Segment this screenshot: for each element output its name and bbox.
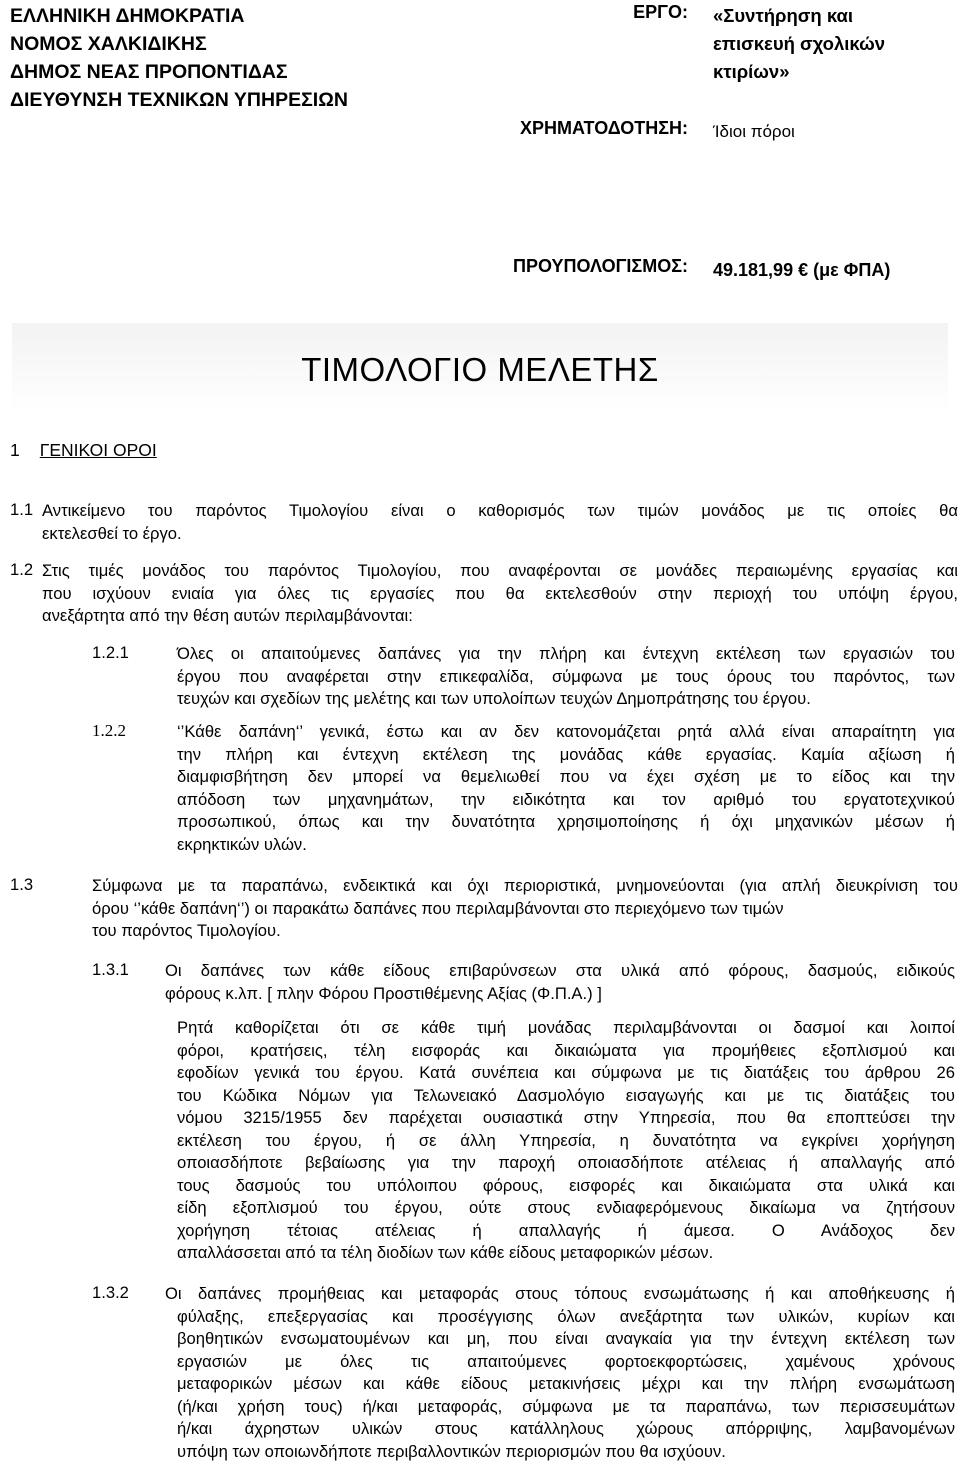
paragraph-line: διαμφισβήτηση δεν μπορεί να θεμελιωθεί που να έχει σχέση με το είδος και την bbox=[177, 767, 955, 786]
paragraph-line: του Κώδικα Νόμων για Τελωνειακό Δασμολόγιο εισαγωγής και με τις διατάξεις του bbox=[177, 1085, 955, 1105]
paragraph-line: Σύμφωνα με τα παραπάνω, ενδεικτικά και όχι περιοριστικά, μνημονεύονται (για απλή διευκρίνιση του bbox=[92, 876, 958, 895]
paragraph-line: τους δασμούς του υπόλοιπου φόρους, εισφορές και δικαιώματα στα υλικά και bbox=[177, 1175, 955, 1195]
paragraph-1-3 bbox=[92, 875, 958, 943]
paragraph-line: οποιασδήποτε βεβαίωσης για την παροχή οποιασδήποτε ατέλειας ή απαλλαγής από bbox=[177, 1153, 955, 1172]
paragraph-1-3-1 bbox=[165, 960, 955, 1005]
paragraph-line: εφοδίων γενικά του έργου. Κατά συνέπεια και σύμφωνα με τις διατάξεις του άρθρου 26 bbox=[177, 1063, 955, 1082]
paragraph-line: απόδοση των μηχανημάτων, την ειδικότητα και τον αριθμό του εργατοτεχνικού bbox=[177, 789, 955, 809]
project-title bbox=[713, 2, 953, 86]
paragraph-line: Ρητά καθορίζεται ότι σε κάθε τιμή μονάδας περιλαμβάνονται οι δασμοί και λοιποί bbox=[177, 1018, 955, 1037]
paragraph-line: ή/και άχρηστων υλικών στους κατάλληλους χώρους απόρριψης, λαμβανομένων bbox=[177, 1419, 955, 1438]
org-line-country: ΕΛΛΗΝΙΚΗ ΔΗΜΟΚΡΑΤΙΑ bbox=[10, 5, 245, 27]
paragraph-line: Οι δαπάνες προμήθειας και μεταφοράς στους τόπους ενσωμάτωσης ή και αποθήκευσης ή bbox=[165, 1284, 955, 1303]
paragraph-line: του παρόντος Τιμολογίου. bbox=[92, 921, 281, 940]
paragraph-line: νόμου 3215/1955 δεν παρέχεται ουσιαστικά στην Υπηρεσία, που θα εποπτεύσει την bbox=[177, 1108, 955, 1127]
paragraph-line: Όλες οι απαιτούμενες δαπάνες για την πλήρη και έντεχνη εκτέλεση των εργασιών του bbox=[177, 644, 955, 663]
item-number-1-3: 1.3 bbox=[10, 875, 34, 894]
paragraph-line: εκρηκτικών υλών. bbox=[177, 834, 307, 854]
org-line-prefecture: ΝΟΜΟΣ ΧΑΛΚΙΔΙΚΗΣ bbox=[10, 33, 207, 55]
paragraph-line: Στις τιμές μονάδος του παρόντος Τιμολογίου, που αναφέρονται σε μονάδες περαιωμένης εργασίας και bbox=[42, 561, 958, 580]
paragraph-1-2-1 bbox=[177, 643, 955, 711]
project-label: ΕΡΓΟ: bbox=[633, 2, 688, 22]
paragraph-1-3-2 bbox=[165, 1283, 955, 1463]
org-line-municipality: ΔΗΜΟΣ ΝΕΑΣ ΠΡΟΠΟΝΤΙΔΑΣ bbox=[10, 61, 288, 83]
paragraph-line: φύλαξης, επεξεργασίας και προσέγγισης όλων ανεξάρτητα των υλικών, κυρίων και bbox=[177, 1306, 955, 1326]
project-title-line: κτιρίων» bbox=[713, 61, 790, 82]
item-number-1-1: 1.1 bbox=[10, 500, 34, 519]
item-number-1-2: 1.2 bbox=[10, 560, 34, 579]
paragraph-1-1 bbox=[42, 500, 958, 545]
paragraph-line: φόροι, κρατήσεις, τέλη εισφοράς και δικαιώματα για προμήθειες εξοπλισμού και bbox=[177, 1040, 955, 1060]
project-title-line: επισκευή σχολικών bbox=[713, 33, 886, 54]
section-number: 1 bbox=[10, 440, 20, 460]
paragraph-line: (ή/και χρήση τους) ή/και μεταφοράς, σύμφωνα με τα παραπάνω, των περισσευμάτων bbox=[177, 1396, 955, 1416]
item-number-1-3-2: 1.3.2 bbox=[92, 1283, 129, 1302]
item-number-1-3-1: 1.3.1 bbox=[92, 960, 129, 979]
organization-block bbox=[10, 2, 348, 114]
section-title: ΓΕΝΙΚΟΙ ΟΡΟΙ bbox=[39, 440, 157, 460]
paragraph-line: εργασιών με όλες τις απαιτούμενες φορτοεκφορτώσεις, χαμένους χρόνους bbox=[177, 1351, 955, 1371]
paragraph-line: φόρους κ.λπ. [ πλην Φόρου Προστιθέμενης Αξίας (Φ.Π.Α.) ] bbox=[165, 983, 602, 1003]
paragraph-line: Οι δαπάνες των κάθε είδους επιβαρύνσεων στα υλικά από φόρους, δασμούς, ειδικούς bbox=[165, 961, 955, 980]
section-heading bbox=[10, 440, 157, 461]
budget-label: ΠΡΟΥΠΟΛΟΓΙΣΜΟΣ: bbox=[513, 256, 688, 276]
paragraph-line: είδη εξοπλισμού του έργου, ούτε στους ενδιαφερόμενους δικαίωμα να ζητήσουν bbox=[177, 1198, 955, 1217]
paragraph-line: χορήγηση τέτοιας ατέλειας ή απαλλαγής ή άμεσα. Ο Ανάδοχος δεν bbox=[177, 1220, 955, 1240]
funding-value: Ίδιοι πόροι bbox=[713, 122, 795, 141]
paragraph-line: τευχών και σχεδίων της μελέτης και των υπολοίπων τευχών Δημοπράτησης του έργου. bbox=[177, 689, 811, 708]
paragraph-line: εκτελεσθεί το έργο. bbox=[42, 523, 182, 543]
paragraph-line: βοηθητικών ενσωματουμένων και μη, που είναι αναγκαία για την έντεχνη εκτέλεση των bbox=[177, 1329, 955, 1348]
paragraph-line: Αντικείμενο του παρόντος Τιμολογίου είναι ο καθορισμός των τιμών μονάδος με τις οποίες θα bbox=[42, 501, 958, 520]
paragraph-line: εκτέλεση του έργου, ή σε άλλη Υπηρεσία, η δυνατότητα να εγκρίνει χορήγηση bbox=[177, 1130, 955, 1150]
title-box bbox=[12, 323, 948, 413]
project-title-line: «Συντήρηση και bbox=[713, 5, 854, 26]
paragraph-line: ‘’Κάθε δαπάνη‘’ γενικά, έστω και αν δεν κατονομάζεται ρητά αλλά είναι απαραίτητη για bbox=[177, 722, 955, 741]
paragraph-line: την πλήρη και έντεχνη εκτέλεση της μονάδας κάθε εργασίας. Καμία αξίωση ή bbox=[177, 744, 955, 764]
paragraph-1-2 bbox=[42, 560, 958, 628]
paragraph-line: απαλλάσσεται από τα τέλη διοδίων των κάθε είδους μεταφορικών μέσων. bbox=[177, 1243, 714, 1262]
paragraph-line: που ισχύουν ενιαία για όλες τις εργασίες που θα εκτελεσθούν στην περιοχή του υπόψη έργου, bbox=[42, 583, 958, 603]
item-number-1-2-2: 1.2.2 bbox=[92, 721, 126, 740]
paragraph-line: όρου ‘’κάθε δαπάνη‘’) οι παρακάτω δαπάνες που περιλαμβάνονται στο περιεχόμενο των τιμών bbox=[92, 898, 784, 918]
budget-value: 49.181,99 € (με ΦΠΑ) bbox=[713, 260, 891, 280]
paragraph-1-2-2 bbox=[177, 721, 955, 856]
paragraph-line: ανεξάρτητα από την θέση αυτών περιλαμβάνονται: bbox=[42, 606, 413, 625]
item-number-1-2-1: 1.2.1 bbox=[92, 643, 129, 662]
paragraph-line: υπόψη των οποιωνδήποτε περιβαλλοντικών περιορισμών που θα ισχύουν. bbox=[177, 1441, 726, 1461]
paragraph-line: έργου που αναφέρεται στην επικεφαλίδα, σύμφωνα με τους όρους του παρόντος, των bbox=[177, 666, 955, 686]
org-line-department: ΔΙΕΥΘΥΝΣΗ ΤΕΧΝΙΚΩΝ ΥΠΗΡΕΣΙΩΝ bbox=[10, 89, 348, 111]
paragraph-1-3-1-detail bbox=[177, 1017, 955, 1265]
paragraph-line: προσωπικού, όπως και την δυνατότητα χρησιμοποίησης ή όχι μηχανικών μέσων ή bbox=[177, 812, 955, 831]
funding-label: ΧΡΗΜΑΤΟΔΟΤΗΣΗ: bbox=[520, 118, 688, 138]
document-title: ΤΙΜΟΛΟΓΙΟ ΜΕΛΕΤΗΣ bbox=[301, 351, 659, 388]
paragraph-line: μεταφορικών μέσων και κάθε είδους μετακινήσεις μέχρι και την πλήρη ενσωμάτωση bbox=[177, 1374, 955, 1393]
